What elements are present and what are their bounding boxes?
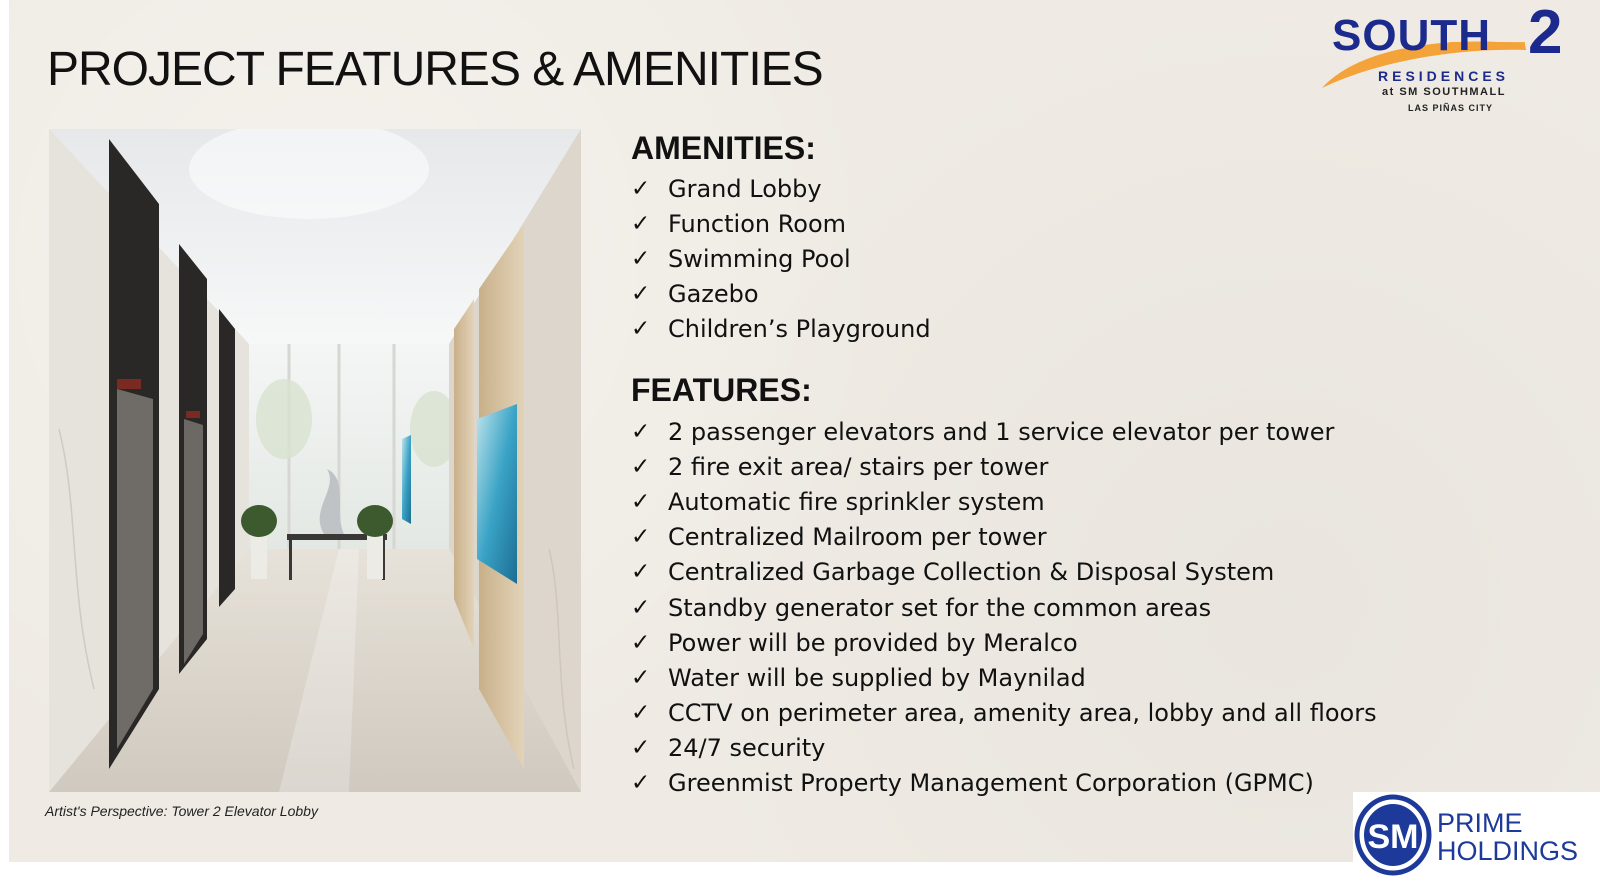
check-icon: ✓ — [631, 175, 651, 202]
lobby-rendering-image — [49, 129, 581, 792]
sm-logo-line1: PRIME — [1437, 808, 1523, 838]
check-icon: ✓ — [631, 594, 651, 621]
check-icon: ✓ — [631, 559, 651, 586]
check-icon: ✓ — [631, 629, 651, 656]
list-item — [631, 590, 1377, 625]
list-item-text: Automatic fire sprinkler system — [668, 487, 1045, 516]
list-item-text: Centralized Garbage Collection & Disposal System — [668, 558, 1275, 587]
list-item-text: Greenmist Property Management Corporation (GPMC) — [668, 769, 1314, 798]
list-item-text: Water will be supplied by Maynilad — [668, 663, 1086, 692]
svg-text:SM: SM — [1367, 818, 1419, 856]
logo-location-text: at SM SOUTHMALL — [1382, 86, 1506, 98]
check-icon: ✓ — [631, 735, 651, 762]
features-heading: FEATURES: — [631, 372, 812, 408]
list-item-text: Function Room — [668, 209, 847, 238]
check-icon: ✓ — [631, 700, 651, 727]
list-item — [631, 241, 931, 276]
check-icon: ✓ — [631, 281, 651, 308]
check-icon: ✓ — [631, 316, 651, 343]
list-item — [631, 696, 1377, 731]
check-icon: ✓ — [631, 453, 651, 480]
list-item — [631, 449, 1377, 484]
image-caption: Artist's Perspective: Tower 2 Elevator Lobby — [45, 803, 318, 819]
check-icon: ✓ — [631, 418, 651, 445]
list-item — [631, 555, 1377, 590]
sm-emblem-icon — [1353, 792, 1437, 893]
list-item-text: 2 passenger elevators and 1 service elevator per tower — [668, 417, 1335, 446]
list-item-text: 24/7 security — [668, 734, 826, 763]
amenities-heading: AMENITIES: — [631, 130, 816, 166]
list-item — [631, 277, 931, 312]
list-item-text: Power will be provided by Meralco — [668, 628, 1078, 657]
logo-number-text: 2 — [1528, 0, 1563, 67]
check-icon: ✓ — [631, 770, 651, 797]
list-item — [631, 660, 1377, 695]
list-item — [631, 625, 1377, 660]
list-item — [631, 206, 931, 241]
list-item — [631, 414, 1377, 449]
features-list — [631, 414, 1377, 801]
sm-logo-line2: HOLDINGS — [1437, 836, 1579, 866]
list-item-text: Children’s Playground — [668, 315, 931, 344]
logo-brand-text: SOUTH — [1332, 11, 1491, 60]
check-icon: ✓ — [631, 488, 651, 515]
list-item — [631, 766, 1377, 801]
slide — [9, 0, 1600, 862]
sm-prime-holdings-logo — [1353, 792, 1600, 893]
list-item-text: Swimming Pool — [668, 244, 851, 273]
list-item — [631, 171, 931, 206]
list-item — [631, 731, 1377, 766]
list-item-text: 2 fire exit area/ stairs per tower — [668, 452, 1049, 481]
list-item-text: Grand Lobby — [668, 174, 822, 203]
list-item — [631, 484, 1377, 519]
check-icon: ✓ — [631, 664, 651, 691]
list-item-text: Standby generator set for the common areas — [668, 593, 1212, 622]
list-item-text: Gazebo — [668, 280, 759, 309]
logo-residences-text: RESIDENCES — [1378, 68, 1510, 84]
list-item — [631, 312, 931, 347]
check-icon: ✓ — [631, 210, 651, 237]
south2-logo — [1320, 0, 1590, 116]
list-item-text: CCTV on perimeter area, amenity area, lobby and all floors — [668, 699, 1377, 728]
amenities-list — [631, 171, 931, 347]
page-title: PROJECT FEATURES & AMENITIES — [47, 43, 823, 96]
logo-city-text: LAS PIÑAS CITY — [1408, 103, 1494, 113]
check-icon: ✓ — [631, 524, 651, 551]
list-item-text: Centralized Mailroom per tower — [668, 523, 1047, 552]
list-item — [631, 520, 1377, 555]
check-icon: ✓ — [631, 245, 651, 272]
